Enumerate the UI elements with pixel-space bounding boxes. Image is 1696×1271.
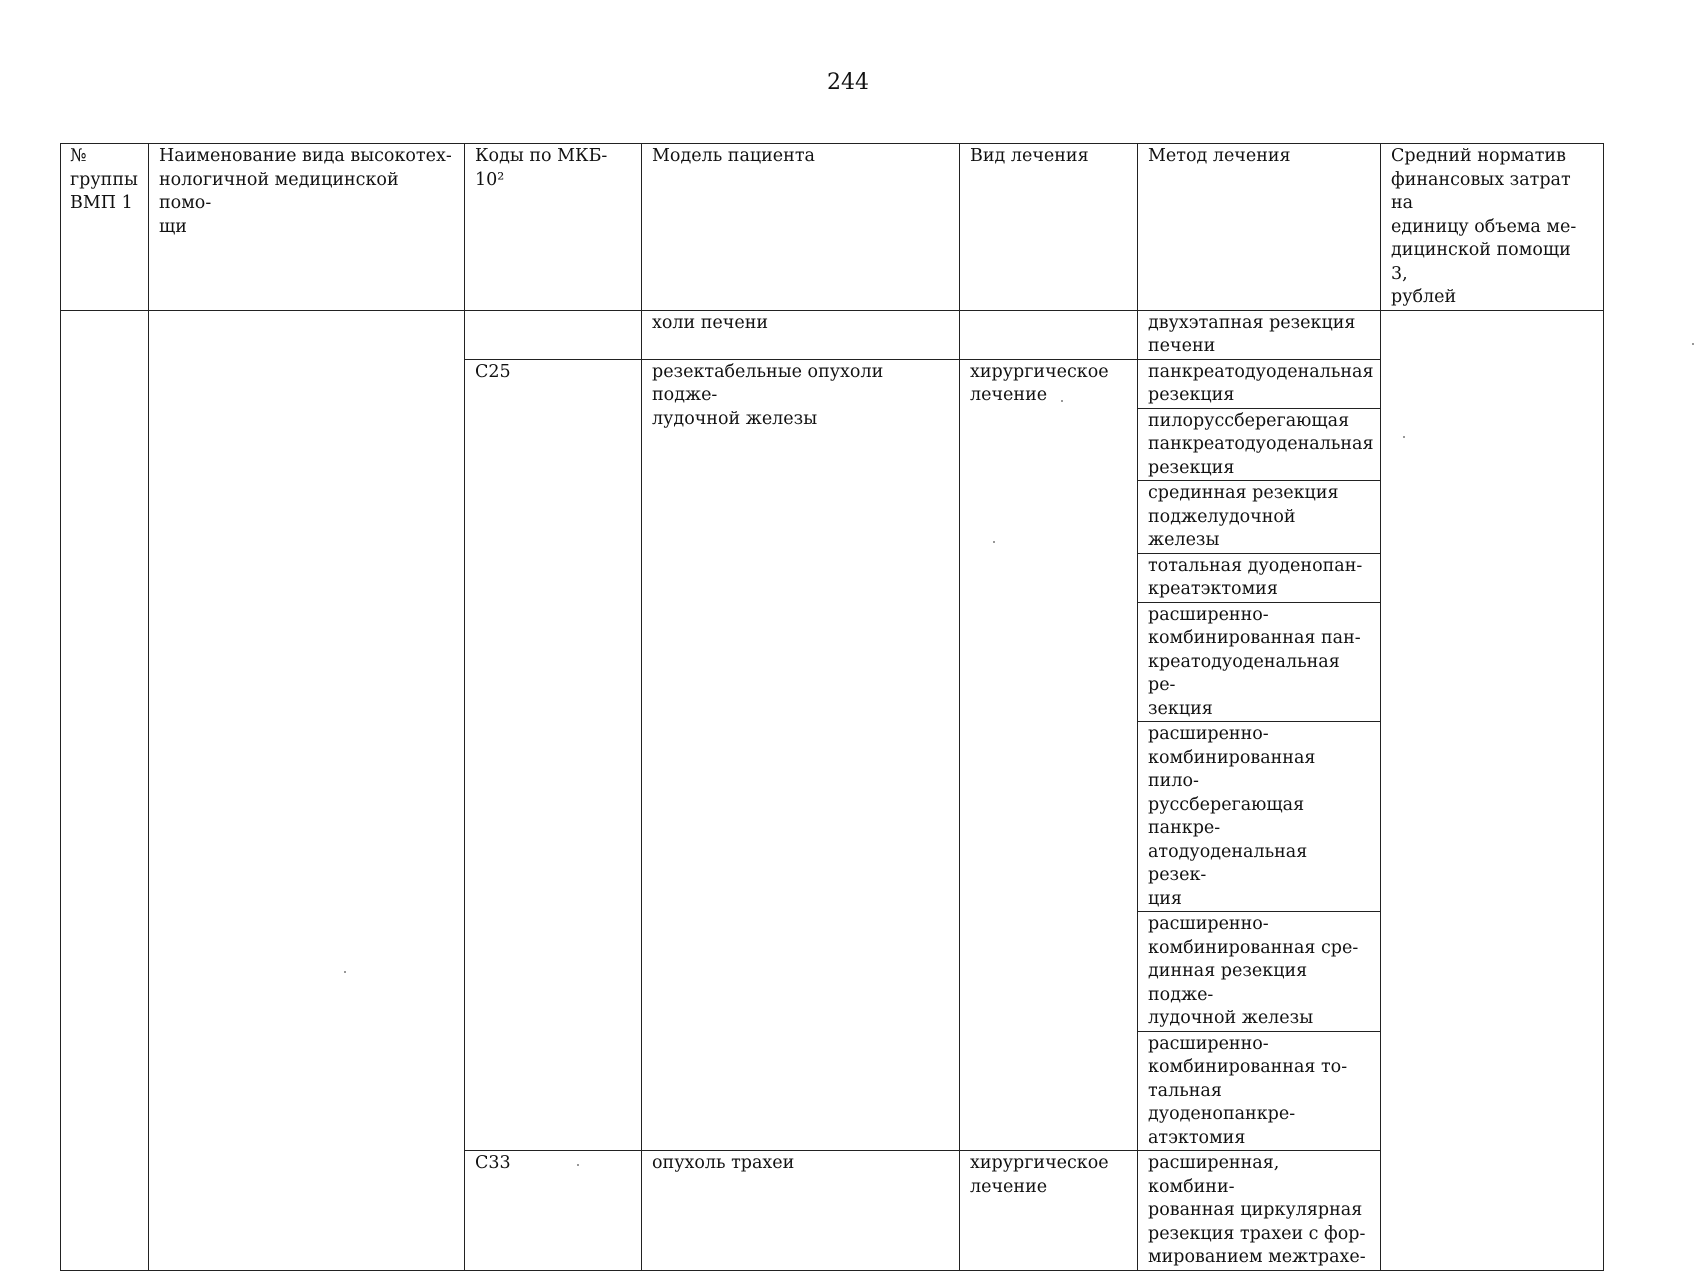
treatment-method-cell: расширенная, комбини- рованная циркулярная резекция трахеи с фор- мированием межтрахе- <box>1138 1151 1381 1271</box>
average-cost-cell <box>1381 310 1604 1270</box>
table-row <box>61 310 1604 359</box>
icd-code-cell <box>465 310 642 359</box>
header-icd-codes: Коды по МКБ- 10² <box>465 144 642 311</box>
care-type-name-cell <box>149 310 465 1270</box>
header-patient-model: Модель пациента <box>642 144 960 311</box>
treatment-method-cell: расширенно- комбинированная пило- руссберегающая панкре- атодуоденальная резек- ция <box>1138 722 1381 912</box>
treatment-method-cell: двухэтапная резекция печени <box>1138 310 1381 359</box>
patient-model-cell: опухоль трахеи <box>642 1151 960 1271</box>
treatment-method-cell: расширенно- комбинированная пан- креатодуоденальная ре- зекция <box>1138 602 1381 722</box>
header-group-number: № группы ВМП 1 <box>61 144 149 311</box>
header-care-type-name: Наименование вида высокотех- нологичной медицинской помо- щи <box>149 144 465 311</box>
scan-speck <box>577 1164 579 1166</box>
scan-speck <box>1403 436 1405 438</box>
treatment-method-cell: панкреатодуоденальная резекция <box>1138 359 1381 408</box>
treatment-type-cell: хирургическое лечение <box>960 359 1138 1151</box>
header-row <box>61 144 1604 311</box>
group-number-cell <box>61 310 149 1270</box>
treatment-method-cell: расширенно- комбинированная то- тальная дуоденопанкре- атэктомия <box>1138 1031 1381 1151</box>
treatment-type-cell <box>960 310 1138 359</box>
patient-model-cell: холи печени <box>642 310 960 359</box>
scan-speck <box>993 541 995 543</box>
icd-code-cell: C33 <box>465 1151 642 1271</box>
treatment-type-cell: хирургическое лечение <box>960 1151 1138 1271</box>
icd-code-cell: C25 <box>465 359 642 1151</box>
page-number: 244 <box>827 70 869 95</box>
scan-speck <box>1061 400 1063 402</box>
patient-model-cell: резектабельные опухоли подже- лудочной железы <box>642 359 960 1151</box>
header-treatment-method: Метод лечения <box>1138 144 1381 311</box>
treatment-method-cell: тотальная дуоденопан- креатэктомия <box>1138 553 1381 602</box>
scan-speck <box>344 971 346 973</box>
treatment-method-cell: пилоруссберегающая панкреатодуоденальная резекция <box>1138 408 1381 481</box>
header-treatment-type: Вид лечения <box>960 144 1138 311</box>
vmp-table <box>60 143 1604 1271</box>
header-average-cost: Средний норматив финансовых затрат на единицу объема ме- дицинской помощи 3, рублей <box>1381 144 1604 311</box>
treatment-method-cell: расширенно- комбинированная сре- динная резекция подже- лудочной железы <box>1138 912 1381 1032</box>
scan-speck <box>1692 343 1694 345</box>
treatment-method-cell: срединная резекция поджелудочной железы <box>1138 481 1381 554</box>
